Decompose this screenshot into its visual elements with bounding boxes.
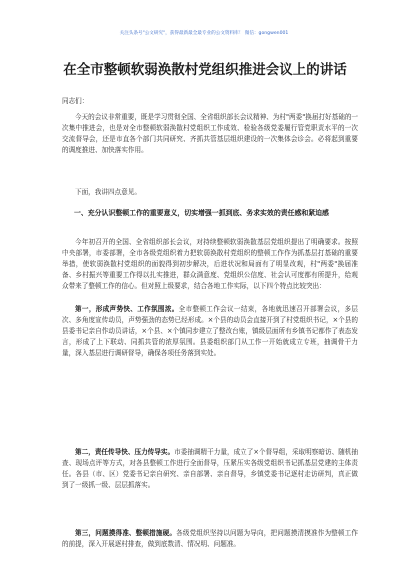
promo-banner[interactable]: 关注头条号"公文研究"，获得最新最全最专业的公文资料库！ 微信：gongwen001 (119, 31, 289, 36)
section-one-heading: 一、充分认识整顿工作的重要意义，切实增强一抓到底、务求实效的责任感和紧迫感 (74, 209, 329, 217)
point-three-text: 各级党组织坚持以问题为导向，把问题摸清摸准作为整顿工作的前提，深入开展逐村排查，做到底数清、情况明、问题准。 (62, 529, 358, 548)
point-two-lead: 第二，责任传导快、压力传导实。 (75, 448, 175, 456)
section-one-body: 今年初召开的全国、全省组织部长会议，对持续整顿软弱涣散基层党组织提出了明确要求。按照中央部署，市委部署，全市各级党组织着力把软弱涣散村党组织的整顿工作作为抓基层打基础的重要举措，使软弱涣散村党组织的面貌得到初步解决，后进状况和局面有了明显改观，村"两委"换届准备、乡村振兴等重要工作得以扎实推进，群众满意度、党组织公信度、社会认可度都有所提升，给观众带来了整顿工作的信心。但对照上级要求，结合各地工作实际，以下四个特点比较突出： (62, 238, 358, 290)
point-two-paragraph (62, 447, 358, 524)
point-one-lead: 第一，形成声势快、工作氛围浓。 (75, 305, 179, 313)
point-one-text: 全市整顿工作会议一结束，各地就迅速召开部署会议，多层次、多角度宣传动员，声势强劲的态势已经形成。×个县的动员会直接开到了村党组织书记，×个县的县委书记亲自作动员讲话，×个县、×个镇同步建立了整改台账，镇级层面所有乡镇书记都作了表态发言，形成了上下联动、同抓共管的浓厚氛围。县委组织部门从工作一开始就成立专班，抽调骨干力量，深入基层进行调研督导，确保各项任务落到实处。 (62, 305, 358, 357)
point-two-text: 市委抽调精干力量，成立了×个督导组，采取明察暗访、随机抽查、现场点评等方式，对各县整顿工作进行全面督导，压紧压实各级党组织书记抓基层党建的主体责任。各县（市、区）党委书记亲自研究、亲自部署、亲自督导，乡镇党委书记逐村走访研判，真正做到了一级抓一级、层层抓落实。 (62, 448, 358, 489)
intro-paragraph: 今天的会议非常重要，既是学习贯彻全国、全省组织部长会议精神、为村"两委"换届打好基础的一次集中推进会，也是对全市整顿软弱涣散村党组织工作成效、检验各级党委履行管党职责水平的一次交流督导会，还是市直各个部门共同研究、齐抓共管基层组织建设的一次集体会诊会。必将起到重要的调度推进、加快落实作用。 (62, 113, 358, 154)
point-three-paragraph (62, 528, 358, 561)
outline-paragraph: 下面，我讲四点意见。 (75, 188, 141, 196)
point-three-lead: 第三，问题摸得准、整顿措施硬。 (75, 529, 177, 537)
point-one-paragraph (62, 304, 358, 445)
salutation: 同志们： (62, 97, 89, 105)
document-title: 在全市整顿软弱涣散村党组织推进会议上的讲话 (63, 62, 347, 78)
